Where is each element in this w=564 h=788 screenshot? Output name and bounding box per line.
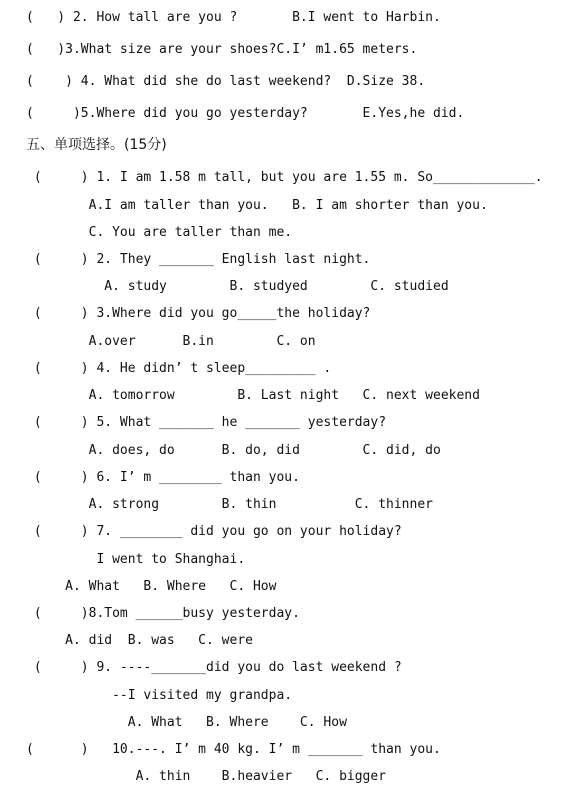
question-line: ( ) 5. What _______ he _______ yesterday?: [26, 415, 387, 430]
option-line: A.I am taller than you. B. I am shorter than you.: [26, 198, 488, 213]
question-line: ( ) 4. What did she do last weekend? D.Size 38.: [26, 74, 426, 89]
option-line: A. does, do B. do, did C. did, do: [26, 443, 441, 458]
question-line: ( ) 4. He didn’ t sleep_________ .: [26, 361, 332, 376]
answer-line: I went to Shanghai.: [26, 552, 246, 567]
option-line: A. thin B.heavier C. bigger: [26, 769, 387, 784]
question-line: ( ) 10.---. I’ m 40 kg. I’ m _______ than you.: [26, 742, 441, 757]
option-line: A.over B.in C. on: [26, 334, 316, 349]
option-line: A. strong B. thin C. thinner: [26, 497, 433, 512]
question-line: ( ) 1. I am 1.58 m tall, but you are 1.55 m. So_____________.: [26, 170, 543, 185]
question-line: ( )3.What size are your shoes?C.I’ m1.65 meters.: [26, 42, 418, 57]
option-line: A. What B. Where C. How: [26, 715, 347, 730]
question-line: ( ) 2. How tall are you ? B.I went to Harbin.: [26, 10, 441, 25]
question-line: ( ) 6. I’ m ________ than you.: [26, 470, 300, 485]
option-line: A. did B. was C. were: [26, 633, 253, 648]
question-line: ( )8.Tom ______busy yesterday.: [26, 606, 300, 621]
question-line: ( ) 7. ________ did you go on your holiday?: [26, 524, 402, 539]
option-line: C. You are taller than me.: [26, 225, 293, 240]
question-line: ( ) 2. They _______ English last night.: [26, 252, 371, 267]
section-heading: 五、单项选择。(15分): [26, 137, 167, 153]
question-line: ( )5.Where did you go yesterday? E.Yes,he did.: [26, 106, 465, 121]
question-line: ( ) 3.Where did you go_____the holiday?: [26, 306, 371, 321]
option-line: A. study B. studyed C. studied: [26, 279, 449, 294]
option-line: A. tomorrow B. Last night C. next weekend: [26, 388, 480, 403]
answer-line: --I visited my grandpa.: [26, 688, 293, 703]
option-line: A. What B. Where C. How: [26, 579, 277, 594]
question-line: ( ) 9. ----_______did you do last weekend ?: [26, 660, 402, 675]
